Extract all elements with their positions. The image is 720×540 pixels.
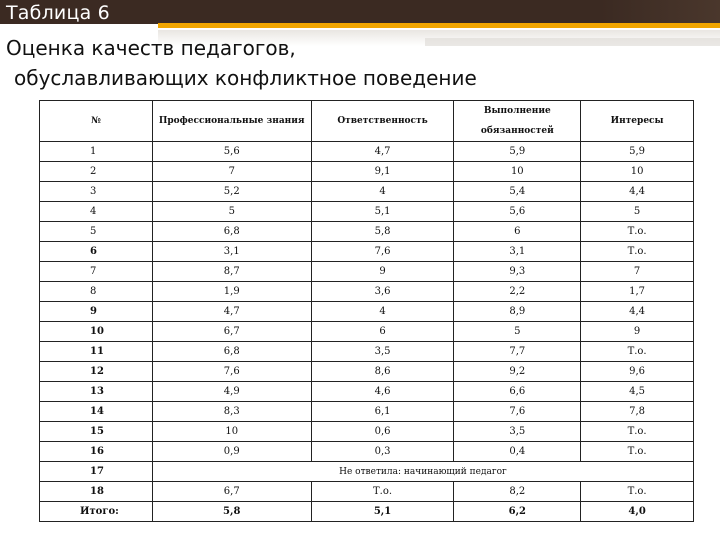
table-row — [40, 322, 694, 342]
table-row — [40, 162, 694, 182]
row-number: 6 — [40, 242, 153, 262]
cell-value: 7,7 — [454, 342, 581, 362]
table-row — [40, 422, 694, 442]
cell-value: 5,6 — [454, 202, 581, 222]
cell-value: 5 — [152, 202, 311, 222]
cell-value: 4,4 — [581, 182, 694, 202]
table-number-title: Таблица 6 — [6, 2, 110, 24]
cell-value: 5,9 — [454, 142, 581, 162]
cell-value: 5,9 — [581, 142, 694, 162]
header-duties — [454, 101, 581, 142]
cell-value: 6,6 — [454, 382, 581, 402]
cell-value: 7 — [152, 162, 311, 182]
cell-value: 3,5 — [311, 342, 454, 362]
table-row — [40, 142, 694, 162]
cell-value: Т.о. — [581, 242, 694, 262]
row-number: 5 — [40, 222, 153, 242]
table-row — [40, 262, 694, 282]
cell-value: 10 — [454, 162, 581, 182]
table-row — [40, 202, 694, 222]
cell-value: 2,2 — [454, 282, 581, 302]
header-professional-knowledge: Профессиональные знания — [152, 101, 311, 142]
cell-value: 4 — [311, 302, 454, 322]
cell-value: 6,7 — [152, 482, 311, 502]
header-duties-line-2: обязанностей — [480, 126, 554, 136]
row-number: 15 — [40, 422, 153, 442]
row-number: 4 — [40, 202, 153, 222]
cell-value: 5 — [581, 202, 694, 222]
cell-value: 5,1 — [311, 202, 454, 222]
row-number: 16 — [40, 442, 153, 462]
table-row — [40, 402, 694, 422]
cell-value: Т.о. — [581, 342, 694, 362]
header-duties-line-1: Выполнение — [483, 106, 551, 116]
total-value: 5,8 — [152, 502, 311, 522]
table-row — [40, 442, 694, 462]
cell-value: 0,3 — [311, 442, 454, 462]
table-row — [40, 182, 694, 202]
cell-value: 5,4 — [454, 182, 581, 202]
total-label: Итого: — [40, 502, 153, 522]
row-number: 13 — [40, 382, 153, 402]
row-number: 2 — [40, 162, 153, 182]
table-row — [40, 242, 694, 262]
cell-value: Т.о. — [581, 482, 694, 502]
header-responsibility: Ответственность — [311, 101, 454, 142]
cell-value: 6,8 — [152, 222, 311, 242]
cell-value: 4,5 — [581, 382, 694, 402]
cell-value: 9,1 — [311, 162, 454, 182]
cell-value: Т.о. — [581, 422, 694, 442]
slide-title-line-2: обуславливающих конфликтное поведение — [14, 66, 477, 90]
cell-value: 4,9 — [152, 382, 311, 402]
cell-value: Т.о. — [581, 222, 694, 242]
no-answer-note: Не ответила: начинающий педагог — [152, 462, 693, 482]
table-row — [40, 222, 694, 242]
cell-value: 0,4 — [454, 442, 581, 462]
cell-value: 6 — [311, 322, 454, 342]
cell-value: 4 — [311, 182, 454, 202]
cell-value: 4,6 — [311, 382, 454, 402]
table-row — [40, 462, 694, 482]
table-row — [40, 342, 694, 362]
row-number: 14 — [40, 402, 153, 422]
cell-value: 5,2 — [152, 182, 311, 202]
header-number: № — [40, 101, 153, 142]
cell-value: 1,7 — [581, 282, 694, 302]
cell-value: Т.о. — [581, 442, 694, 462]
cell-value: 0,6 — [311, 422, 454, 442]
cell-value: 8,7 — [152, 262, 311, 282]
cell-value: 0,9 — [152, 442, 311, 462]
cell-value: 3,6 — [311, 282, 454, 302]
cell-value: 8,3 — [152, 402, 311, 422]
cell-value: 5,6 — [152, 142, 311, 162]
row-number: 17 — [40, 462, 153, 482]
cell-value: 7,6 — [152, 362, 311, 382]
total-value: 5,1 — [311, 502, 454, 522]
cell-value: 6,8 — [152, 342, 311, 362]
row-number: 7 — [40, 262, 153, 282]
header-shadow-strip-2 — [425, 38, 720, 46]
table-row — [40, 282, 694, 302]
cell-value: 4,7 — [152, 302, 311, 322]
cell-value: 6,1 — [311, 402, 454, 422]
table-row — [40, 362, 694, 382]
header-interests: Интересы — [581, 101, 694, 142]
cell-value: 9 — [311, 262, 454, 282]
cell-value: 10 — [152, 422, 311, 442]
row-number: 8 — [40, 282, 153, 302]
row-number: 1 — [40, 142, 153, 162]
header-accent-line — [158, 23, 720, 28]
cell-value: 4,7 — [311, 142, 454, 162]
header-bar-gradient — [600, 0, 720, 24]
cell-value: 3,5 — [454, 422, 581, 442]
table-row — [40, 382, 694, 402]
slide-title-line-1: Оценка качеств педагогов, — [6, 36, 296, 60]
cell-value: 3,1 — [152, 242, 311, 262]
cell-value: 8,6 — [311, 362, 454, 382]
cell-value: 9,6 — [581, 362, 694, 382]
cell-value: 7 — [581, 262, 694, 282]
total-value: 4,0 — [581, 502, 694, 522]
row-number: 9 — [40, 302, 153, 322]
table-row — [40, 302, 694, 322]
row-number: 3 — [40, 182, 153, 202]
cell-value: 6 — [454, 222, 581, 242]
cell-value: 9,2 — [454, 362, 581, 382]
cell-value: 5,8 — [311, 222, 454, 242]
cell-value: 7,6 — [454, 402, 581, 422]
cell-value: 6,7 — [152, 322, 311, 342]
cell-value: 4,4 — [581, 302, 694, 322]
cell-value: 1,9 — [152, 282, 311, 302]
cell-value: 7,6 — [311, 242, 454, 262]
cell-value: 8,2 — [454, 482, 581, 502]
cell-value: 9,3 — [454, 262, 581, 282]
table-header-row — [40, 101, 694, 142]
cell-value: 3,1 — [454, 242, 581, 262]
cell-value: 9 — [581, 322, 694, 342]
total-value: 6,2 — [454, 502, 581, 522]
cell-value: Т.о. — [311, 482, 454, 502]
row-number: 18 — [40, 482, 153, 502]
teacher-qualities-table — [39, 100, 694, 522]
cell-value: 7,8 — [581, 402, 694, 422]
total-row — [40, 502, 694, 522]
table-row — [40, 482, 694, 502]
row-number: 11 — [40, 342, 153, 362]
row-number: 12 — [40, 362, 153, 382]
row-number: 10 — [40, 322, 153, 342]
cell-value: 8,9 — [454, 302, 581, 322]
cell-value: 5 — [454, 322, 581, 342]
cell-value: 10 — [581, 162, 694, 182]
